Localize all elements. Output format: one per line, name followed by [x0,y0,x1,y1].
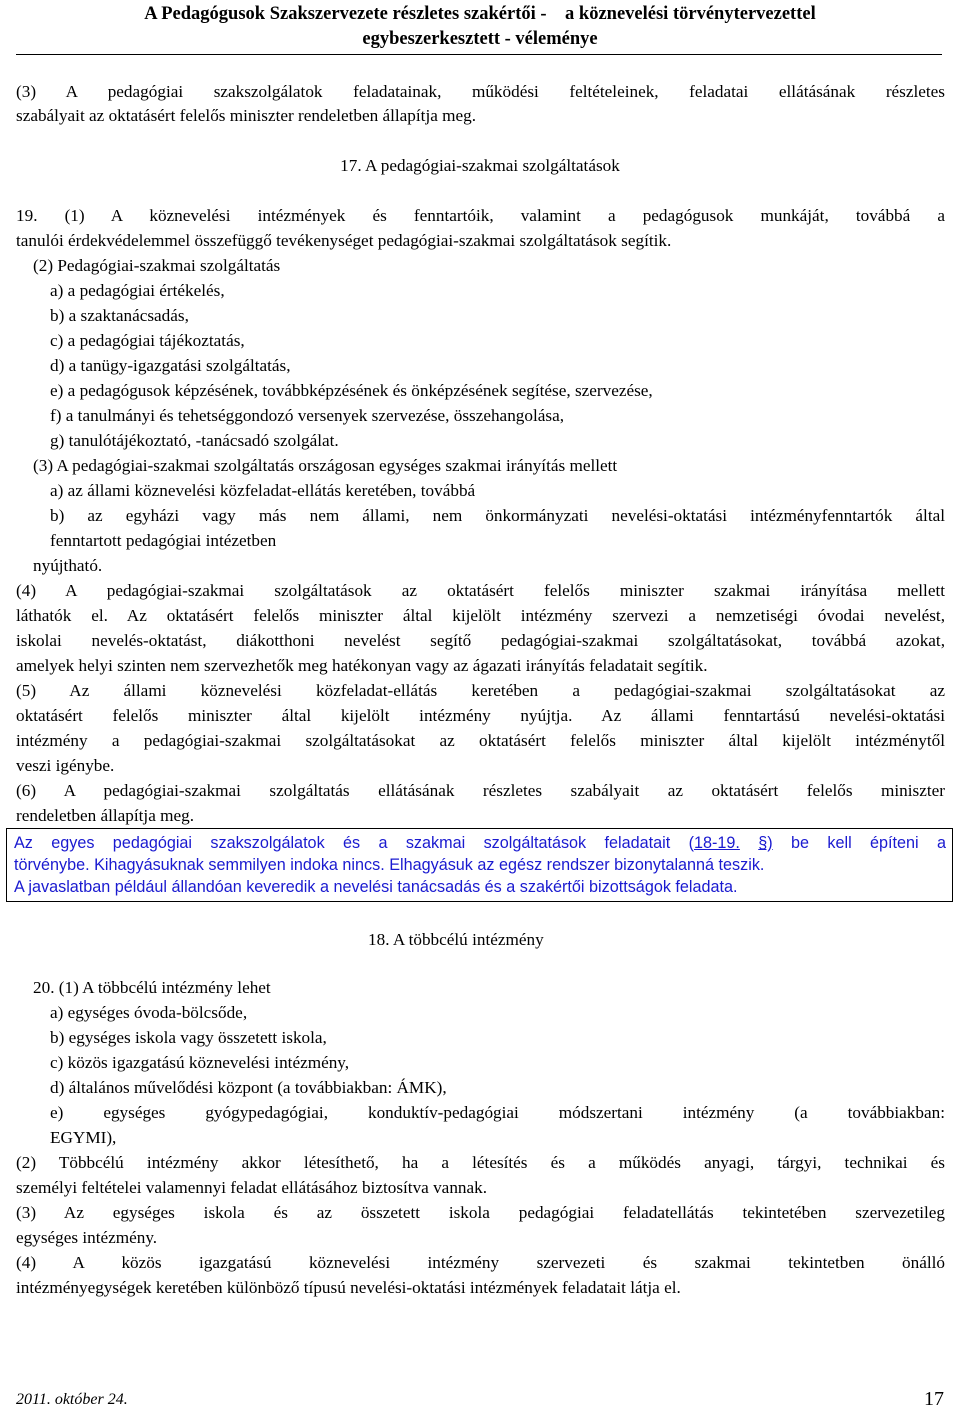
paragraph-20-3-line1: (3) Az egységes iskola és az összetett iskola pedagógiai feladatellátás tekintetében szervezetileg [16,1203,945,1222]
paragraph-20-4-line1: (4) A közös igazgatású köznevelési intézmény szervezeti és szakmai tekintetben önálló [16,1253,945,1272]
paragraph-20-2-line1: (2) Többcélú intézmény akkor létesíthető, ha a létesítés és a működés anyagi, tárgyi, technikai és [16,1153,945,1172]
header-line-1 [0,2,960,27]
paragraph-19-3-intro: (3) A pedagógiai-szakmai szolgáltatás országosan egységes szakmai irányítás mellett [33,456,618,475]
paragraph-19-5-line2: oktatásért felelős miniszter által kijelölt intézmény nyújtja. Az állami fenntartású nevelési-oktatási [16,706,945,725]
paragraph-19-3-end: nyújtható. [33,556,103,575]
list-item: b) az egyházi vagy más nem állami, nem önkormányzati nevelési-oktatási intézményfenntartók által [50,506,945,525]
paragraph-19-6-line2: rendeletben állapítja meg. [16,806,195,825]
paragraph-19-6-line1: (6) A pedagógiai-szakmai szolgáltatás ellátásának részletes szabályait az oktatásért felelős miniszter [16,781,945,800]
list-item: c) közös igazgatású köznevelési intézmény, [50,1053,350,1072]
comment-line2: törvénybe. Kihagyásuknak semmilyen indoka nincs. Elhagyásuk az egész rendszer bizonytalanná teszik. [14,856,765,874]
paragraph-19-4-line1: (4) A pedagógiai-szakmai szolgáltatások az oktatásért felelős miniszter szakmai irányítása mellett [16,581,945,600]
list-item: b) egységes iskola vagy összetett iskola, [50,1028,327,1047]
paragraph-19-4-line3: iskolai nevelés-oktatást, diákotthoni nevelést segítő pedagógiai-szakmai szolgáltatásokat, továbbá azokat, [16,631,945,650]
list-item-continuation: EGYMI), [50,1128,117,1147]
list-item: c) a pedagógiai tájékoztatás, [50,331,245,350]
paragraph-p3-line1: (3) A pedagógiai szakszolgálatok feladatainak, működési feltételeinek, feladatai ellátásának részletes [16,82,945,101]
paragraph-19-4-line4: amelyek helyi szinten nem szervezhetők meg hatékonyan vagy az ágazati irányítás feladatait segítik. [16,656,708,675]
paragraph-19-1-line2: tanulói érdekvédelemmel összefüggő tevékenységet pedagógiai-szakmai szolgáltatások segítik. [16,231,672,250]
list-item: b) a szaktanácsadás, [50,306,189,325]
paragraph-20-1-intro: 20. (1) A többcélú intézmény lehet [33,978,271,997]
comment-link-paragraph[interactable]: §) [758,834,773,852]
paragraph-19-2-intro: (2) Pedagógiai-szakmai szolgáltatás [33,256,281,275]
header-title-part1: A Pedagógusok Szakszervezete részletes szakértői - [144,4,547,24]
section-18-title: 18. A többcélú intézmény [368,930,544,949]
list-item: a) egységes óvoda-bölcsőde, [50,1003,248,1022]
paragraph-20-2-line2: személyi feltételei valamennyi feladat ellátásához biztosítva vannak. [16,1178,488,1197]
list-item: e) a pedagógusok képzésének, továbbképzésének és önképzésének segítése, szervezése, [50,381,653,400]
paragraph-19-1-line1: 19. (1) A köznevelési intézmények és fenntartóik, valamint a pedagógusok munkáját, továbbá a [16,206,945,225]
list-item: d) általános művelődési központ (a továbbiakban: ÁMK), [50,1078,447,1097]
paragraph-19-5-line3: intézmény a pedagógiai-szakmai szolgáltatásokat az oktatásért felelős miniszter által kijelölt intézménytől [16,731,945,750]
comment-link-18-19[interactable]: 18-19. [693,834,740,852]
comment-line1: Az egyes pedagógiai szakszolgálatok és a szakmai szolgáltatások feladatait (18-19. §) be kell építeni a [14,834,947,852]
list-item: a) az állami köznevelési közfeladat-ellátás keretében, továbbá [50,481,476,500]
footer-date: 2011. október 24. [16,1391,128,1408]
paragraph-p3-line2: szabályait az oktatásért felelős miniszter rendeletben állapítja meg. [16,106,477,125]
paragraph-20-4-line2: intézményegységek keretében különböző típusú nevelési-oktatási intézmények feladatait látja el. [16,1278,681,1297]
list-item: f) a tanulmányi és tehetséggondozó versenyek szervezése, összehangolása, [50,406,564,425]
page-number: 17 [924,1388,944,1410]
section-17-title: 17. A pedagógiai-szakmai szolgáltatások [340,156,620,175]
list-item: d) a tanügy-igazgatási szolgáltatás, [50,356,291,375]
list-item: g) tanulótájékoztató, -tanácsadó szolgálat. [50,431,339,450]
list-item-continuation: fenntartott pedagógiai intézetben [50,531,277,550]
header-divider [16,54,942,55]
comment-line3: A javaslatban például állandóan keveredik a nevelési tanácsadás és a szakértői bizottságok feladata. [14,878,738,896]
list-item: a) a pedagógiai értékelés, [50,281,225,300]
paragraph-20-3-line2: egységes intézmény. [16,1228,158,1247]
page-header [0,0,960,52]
paragraph-19-4-line2: láthatók el. Az oktatásért felelős miniszter által kijelölt intézmény szervezi a nemzetiségi óvodai nevelést, [16,606,945,625]
paragraph-19-5-line1: (5) Az állami köznevelési közfeladat-ellátás keretében a pedagógiai-szakmai szolgáltatásokat az [16,681,945,700]
header-title-part2: a köznevelési törvénytervezettel [565,4,816,24]
list-item: e) egységes gyógypedagógiai, konduktív-pedagógiai módszertani intézmény (a továbbiakban: [50,1103,945,1122]
paragraph-19-5-line4: veszi igénybe. [16,756,115,775]
header-title-line2: egybeszerkesztett - véleménye [362,29,598,49]
